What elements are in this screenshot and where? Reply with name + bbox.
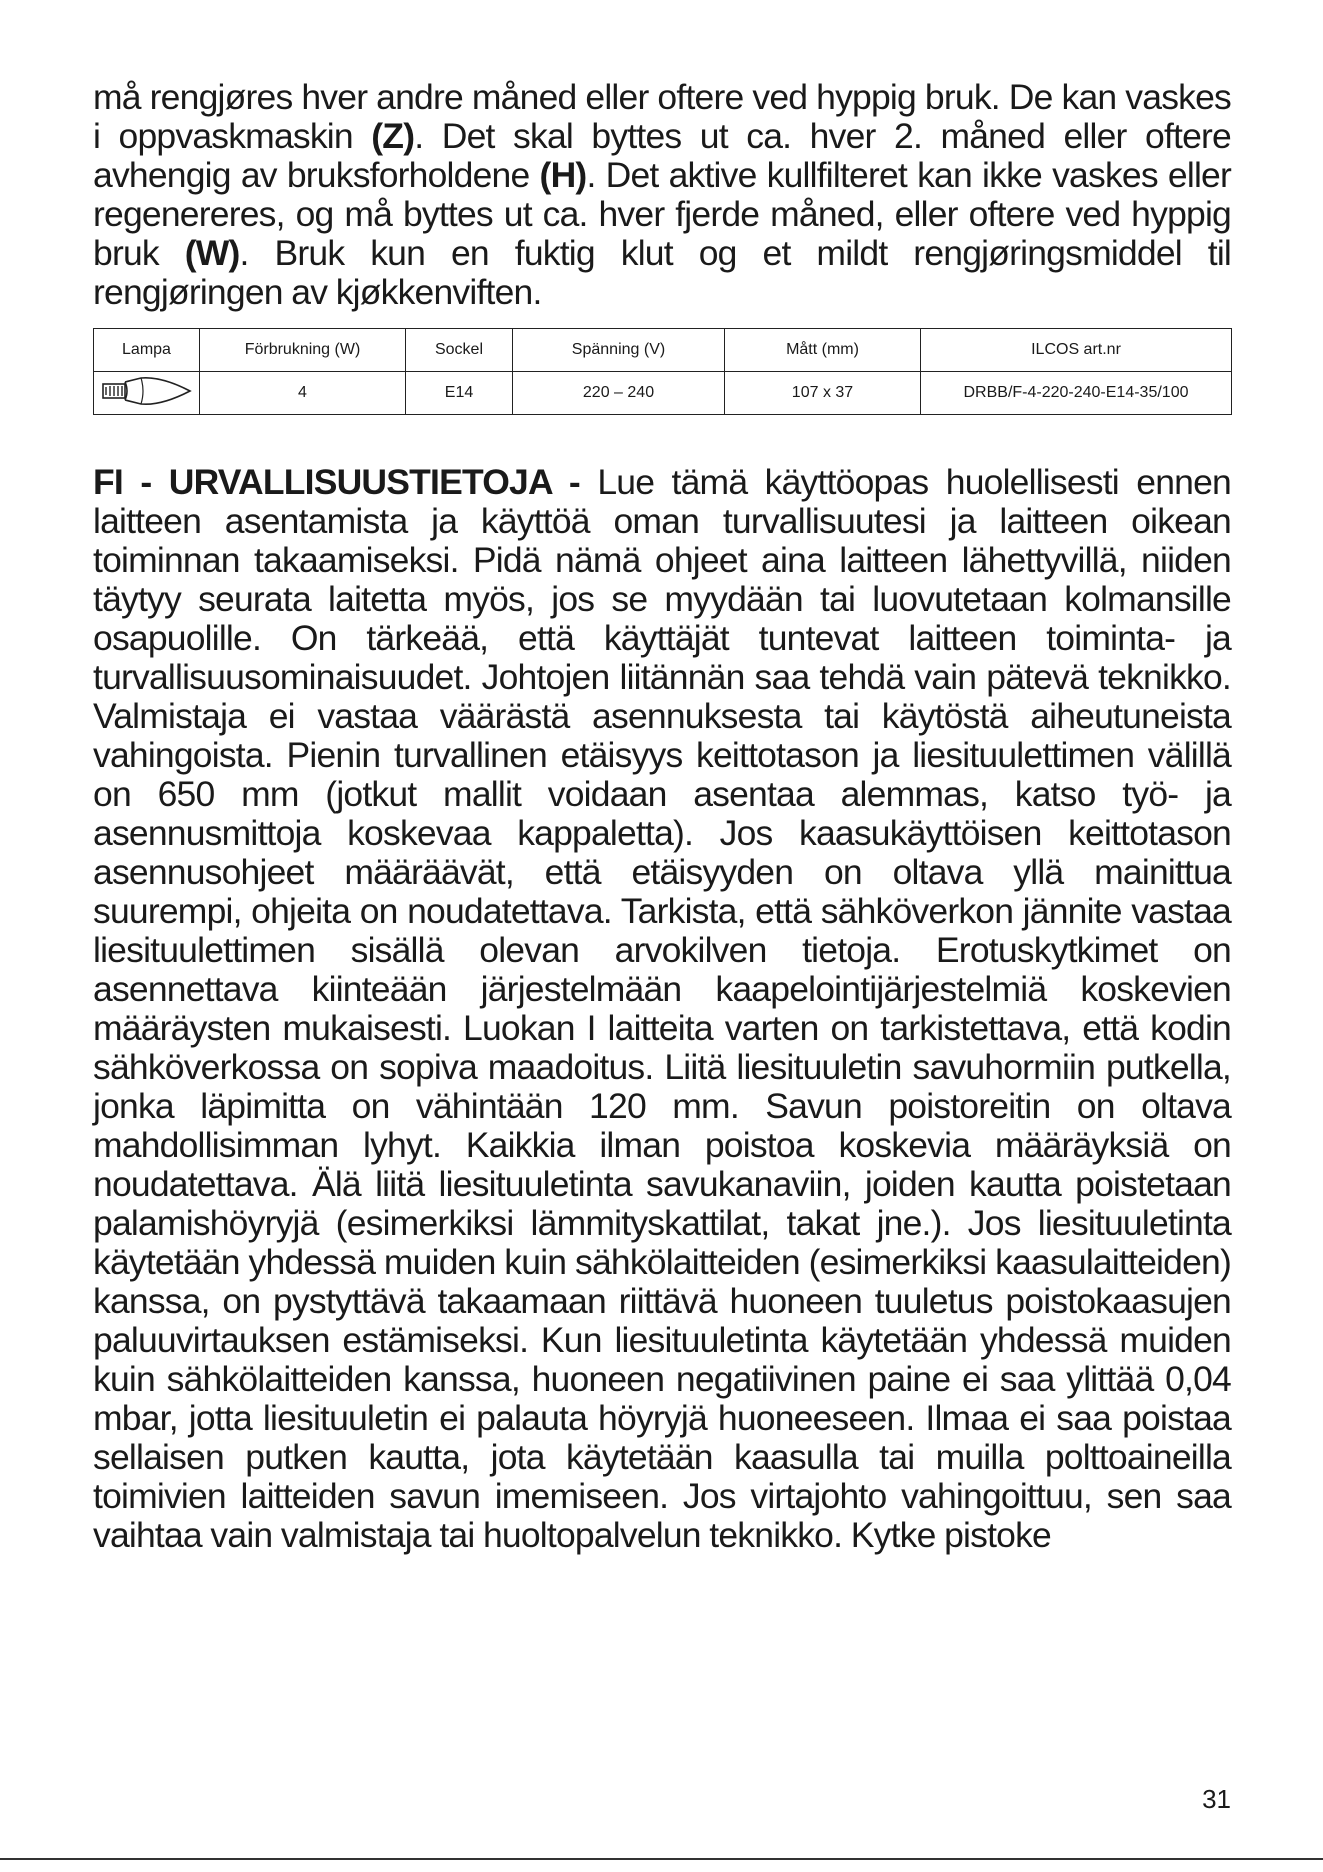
lamp-table-header-row — [94, 329, 1232, 372]
bottom-divider — [0, 1858, 1323, 1860]
header-forbrukning: Förbrukning (W) — [200, 329, 406, 372]
header-ilcos: ILCOS art.nr — [921, 329, 1232, 372]
cell-ilcos: DRBB/F-4-220-240-E14-35/100 — [921, 372, 1232, 415]
intro-ref-z: (Z) — [371, 116, 415, 156]
fi-section-title: FI - URVALLISUUSTIETOJA - — [93, 462, 580, 502]
intro-text-1: må rengjøres hver andre måned eller oftere ved hyppig bruk. De kan vaskes i oppvaskmaskin — [93, 77, 1231, 156]
cell-lamp-icon — [94, 372, 200, 415]
intro-text-2: . Det skal byttes ut ca. hver 2. måned eller oftere avhengig av bruksforholdene — [93, 116, 1231, 195]
intro-text-4: . Bruk kun en fuktig klut og et mildt rengjøringsmiddel til rengjøringen av kjøkkenviften. — [93, 233, 1232, 312]
document-page — [93, 78, 1231, 1555]
cell-socket: E14 — [406, 372, 513, 415]
header-sockel: Sockel — [406, 329, 513, 372]
candle-bulb-icon — [101, 374, 193, 413]
cell-size: 107 x 37 — [725, 372, 921, 415]
intro-ref-w: (W) — [184, 233, 240, 273]
header-spanning: Spänning (V) — [513, 329, 725, 372]
cell-power: 4 — [200, 372, 406, 415]
intro-text-3: . Det aktive kullfilteret kan ikke vaskes eller regenereres, og må byttes ut ca. hver fjerde måned, eller oftere ved hyppig bruk — [93, 155, 1231, 273]
header-lampa: Lampa — [94, 329, 200, 372]
lamp-table-row — [94, 372, 1232, 415]
lamp-table — [93, 328, 1232, 415]
fi-section-body: Lue tämä käyttöopas huolellisesti ennen laitteen asentamista ja käyttöä oman turvallisuutesi ja laitteen oikean toiminnan takaamiseksi. Pidä nämä ohjeet aina laitteen lähettyvillä, niiden täytyy seurata laitetta myös, jos se myydään tai luovutetaan kolmansille osapuolille. On tärkeää, että käyttäjät tuntevat laitteen toiminta- ja turvallisuusominaisuudet. Johtojen liitännän saa tehdä vain pätevä teknikko. Valmistaja ei vastaa väärästä asennuksesta tai käytöstä aiheutuneista vahingoista. Pienin turvallinen etäisyys keittotason ja liesituulettimen välillä on 650 mm (jotkut mallit voidaan asentaa alemmas, katso työ- ja asennusmittoja koskevaa kappaletta). Jos kaasukäyttöisen keittotason asennusohjeet määräävät, että etäisyyden on oltava yllä mainittua suurempi, ohjeita on noudatettava. Tarkista, että sähköverkon jännite vastaa liesituulettimen sisällä olevan arvokilven tietoja. Erotuskytkimet on asennettava kiinteään järjestelmään kaapelointijärjestelmiä koskevien määräysten mukaisesti. Luokan I laitteita varten on tarkistettava, että kodin sähköverkossa on sopiva maadoitus. Liitä liesituuletin savuhormiin putkella, jonka läpimitta on vähintään 120 mm. Savun poistoreitin on oltava mahdollisimman lyhyt. Kaikkia ilman poistoa koskevia määräyksiä on noudatettava. Älä liitä liesituuletinta savukanaviin, joiden kautta poistetaan palamishöyryjä (esimerkiksi lämmityskattilat, takat jne.). Jos liesituuletinta käytetään yhdessä muiden kuin sähkölaitteiden (esimerkiksi kaasulaitteiden) kanssa, on pystyttävä takaamaan riittävä huoneen tuuletus poistokaasujen paluuvirtauksen estämiseksi. Kun liesituuletinta käytetään yhdessä muiden kuin sähkölaitteiden kanssa, huoneen negatiivinen paine ei saa ylittää 0,04 mbar, jotta liesituuletin ei palauta höyryjä huoneeseen. Ilmaa ei saa poistaa sellaisen putken kautta, jota käytetään kaasulla tai muilla polttoaineilla toimivien laitteiden savun imemiseen. Jos virtajohto vahingoittuu, sen saa vaihtaa vain valmistaja tai huoltopalvelun teknikko. Kytke pistoke — [93, 462, 1231, 1555]
page-number: 31 — [1202, 1784, 1231, 1814]
header-matt: Mått (mm) — [725, 329, 921, 372]
cell-voltage: 220 – 240 — [513, 372, 725, 415]
intro-paragraph — [93, 78, 1231, 312]
fi-safety-section — [93, 463, 1231, 1555]
intro-ref-h: (H) — [539, 155, 587, 195]
